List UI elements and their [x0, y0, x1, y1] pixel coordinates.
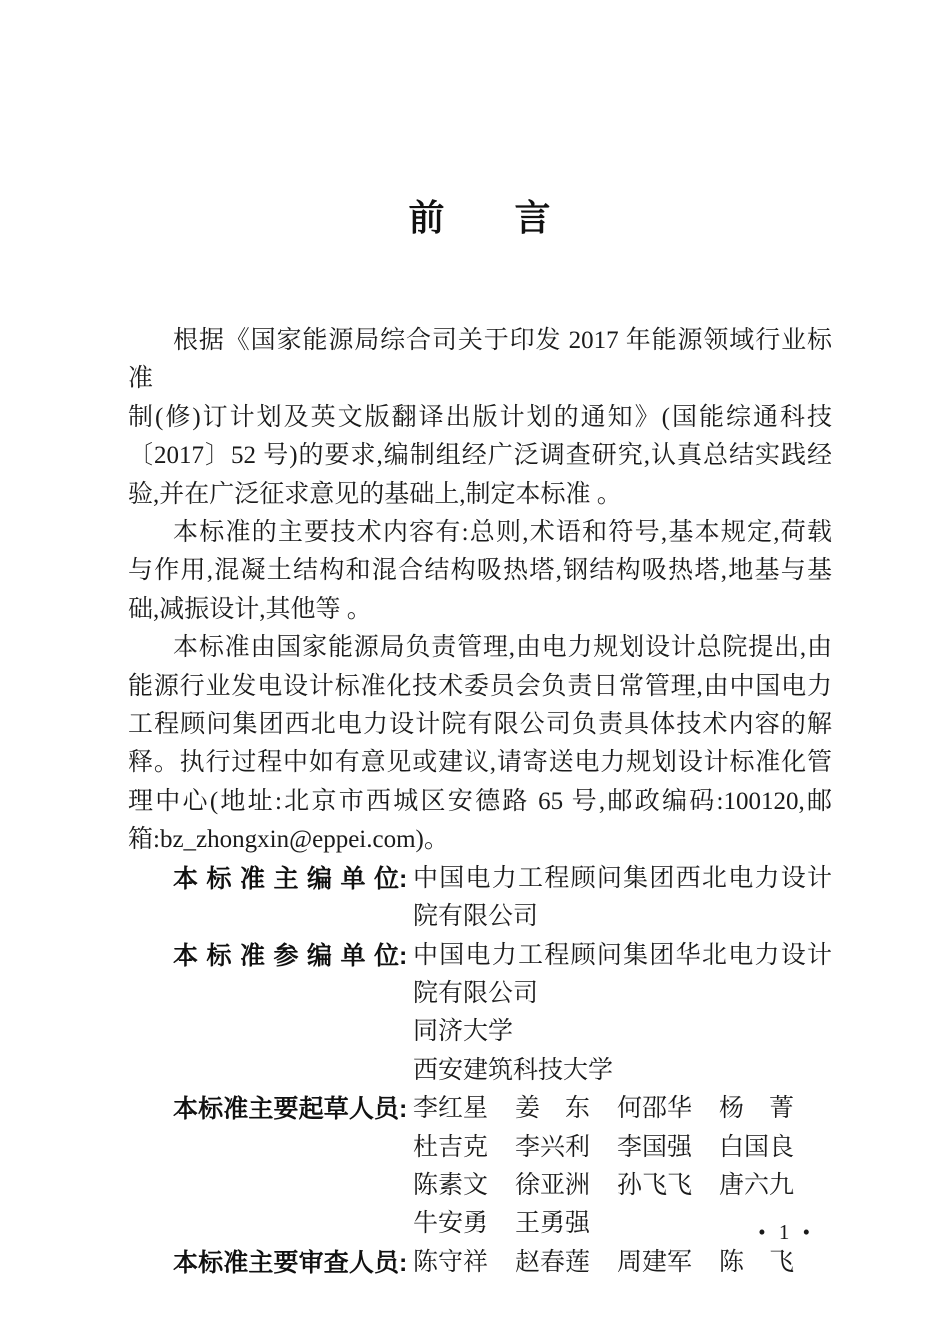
credit-label	[173, 1244, 413, 1282]
credit-colon: :	[399, 1095, 408, 1124]
credit-line: 同济大学	[413, 1018, 514, 1046]
credit-line: 中国电力工程顾问集团西北电力设计	[413, 864, 832, 892]
credit-line: 西安建筑科技大学	[413, 1056, 614, 1084]
person-name: 何邵华	[617, 1095, 693, 1123]
person-name: 姜 东	[515, 1095, 591, 1123]
name-row	[413, 1167, 832, 1205]
name-row	[413, 1129, 832, 1167]
credits-section	[128, 860, 832, 1282]
credit-label	[173, 860, 413, 898]
person-name: 周建军	[617, 1248, 693, 1276]
text-line: 理中心(地址:北京市西城区安德路 65 号,邮政编码:100120,邮	[128, 787, 832, 815]
paragraph-2	[128, 514, 832, 629]
person-name: 徐亚洲	[515, 1171, 591, 1199]
person-name: 李国强	[617, 1133, 693, 1161]
credit-label-text: 本标准主要审查人员	[173, 1248, 399, 1277]
person-name: 陈素文	[413, 1171, 489, 1199]
credit-row-drafters	[128, 1090, 832, 1244]
text-line: 本标准由国家能源局负责管理,由电力规划设计总院提出,由	[173, 634, 832, 662]
credit-label-text: 本标准主要起草人员	[173, 1095, 399, 1124]
text-line: 本标准的主要技术内容有:总则,术语和符号,基本规定,荷载	[173, 519, 832, 547]
text-line: 与作用,混凝土结构和混合结构吸热塔,钢结构吸热塔,地基与基	[128, 557, 832, 585]
credit-row-chief-editor-org	[128, 860, 832, 937]
credit-label-text: 本标准主编单位	[173, 864, 399, 893]
text-line: 础,减振设计,其他等 。	[128, 595, 372, 623]
credit-content	[413, 937, 832, 1091]
credit-label	[173, 937, 413, 975]
credit-colon: :	[399, 941, 408, 970]
credit-content	[413, 1244, 832, 1282]
person-name: 杜吉克	[413, 1133, 489, 1161]
credit-label-text: 本标准参编单位	[173, 941, 399, 970]
credit-row-participating-orgs	[128, 937, 832, 1091]
person-name: 赵春莲	[515, 1248, 591, 1276]
person-name: 杨 菁	[719, 1095, 795, 1123]
person-name: 孙飞飞	[617, 1171, 693, 1199]
name-row	[413, 1244, 832, 1282]
person-name: 陈守祥	[413, 1248, 489, 1276]
text-line: 箱:bz_zhongxin@eppei.com)。	[128, 826, 449, 854]
credit-line: 院有限公司	[413, 903, 539, 931]
paragraph-3	[128, 629, 832, 859]
credit-colon: :	[399, 864, 408, 893]
person-name: 陈 飞	[719, 1248, 795, 1276]
person-name: 牛安勇	[413, 1210, 489, 1238]
text-line: 根据《国家能源局综合司关于印发 2017 年能源领域行业标准	[128, 327, 832, 393]
person-name: 李红星	[413, 1095, 489, 1123]
credit-content	[413, 860, 832, 937]
paragraph-1	[128, 322, 832, 514]
page-content	[128, 0, 832, 1282]
person-name: 唐六九	[719, 1171, 795, 1199]
person-name: 王勇强	[515, 1210, 591, 1238]
name-row	[413, 1090, 832, 1128]
person-name: 白国良	[719, 1133, 795, 1161]
credit-colon: :	[399, 1248, 408, 1277]
text-line: 工程顾问集团西北电力设计院有限公司负责具体技术内容的解	[128, 711, 832, 739]
credit-line: 中国电力工程顾问集团华北电力设计	[413, 941, 832, 969]
text-line: 验,并在广泛征求意见的基础上,制定本标准 。	[128, 480, 622, 508]
credit-label	[173, 1090, 413, 1128]
page-number: • 1 •	[758, 1220, 814, 1244]
text-line: 〔2017〕52 号)的要求,编制组经广泛调查研究,认真总结实践经	[128, 442, 832, 470]
credit-line: 院有限公司	[413, 979, 539, 1007]
text-line: 释。执行过程中如有意见或建议,请寄送电力规划设计标准化管	[128, 749, 832, 777]
text-line: 能源行业发电设计标准化技术委员会负责日常管理,由中国电力	[128, 672, 832, 700]
text-line: 制(修)订计划及英文版翻译出版计划的通知》(国能综通科技	[128, 403, 832, 431]
credit-row-reviewers	[128, 1244, 832, 1282]
person-name: 李兴利	[515, 1133, 591, 1161]
page-title: 前 言	[408, 197, 552, 238]
